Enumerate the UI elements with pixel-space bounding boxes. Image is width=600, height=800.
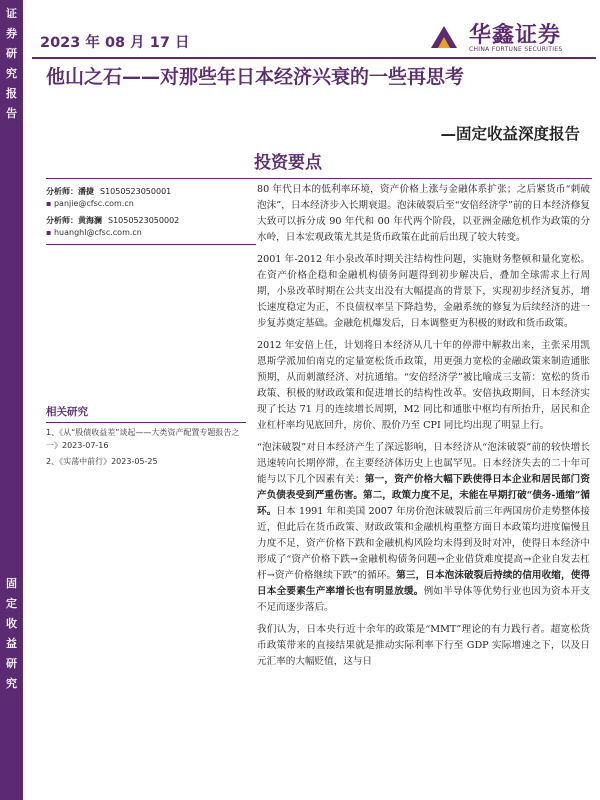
paragraph: 80 年代日本的低利率环境，资产价格上涨与金融体系扩张；之后紧货币“刺破泡沫”，日本经济步入长期衰退。泡沫破裂后至“安倍经济学”前的日本经济修复大致可以拆分成 90 年代和 00 年代两个阶段，以亚洲金融危机作为政策的分水岭，日本宏观政策尤其是货币政策在此前后出现了较大转变。 [257, 184, 590, 243]
header-divider [32, 57, 596, 59]
analyst-entry [46, 186, 236, 210]
report-date: 2023 年 08 月 17 日 [40, 35, 190, 51]
section-divider [46, 178, 592, 179]
paragraph: 2012 年安倍上任，计划将日本经济从几十年的停滞中解救出来，主张采用凯恩斯学派加伯南克的定量宽松货币政策，用更强力宽松的金融政策来制造通胀预期，从而刺激经济、对抗通缩。“安倍经济学”被比喻成三支箭：宽松的货币政策、积极的财政政策和促进增长的结构性改革。安倍执政期间，日本经济实现了长达 71 月的连续增长周期，M2 同比和通胀中枢均有所抬升，居民和企业杠杆率均见底回升，房价、股价乃至 CPI 同比均出现了明显上行。 [257, 340, 590, 431]
bold-text: 第一，资产价格大幅下跌使得日本企业和居民部门资产负债表受到严重伤害。第二，政策力度不足，未能在早期打破“债务-通缩”循环。 [257, 474, 591, 517]
logo-text-cn: 华鑫证券 [469, 23, 562, 48]
related-research [46, 404, 246, 468]
paragraph: 我们认为，日本央行近十余年的政策是“MMT”理论的有力践行者。超宽松货币政策带来的直接结果就是推动实际利率下行至 GDP 实际增速之下，以及日元汇率的大幅贬值，这与日 [257, 624, 590, 667]
analyst-cert: S1050523050002 [108, 216, 180, 225]
paragraph: “泡沫破裂”对日本经济产生了深远影响，日本经济从“泡沫破裂”前的较快增长迅速转向长期停滞，在主要经济体历史上也属罕见。日本经济失去的二十年可能与以下几个因素有关：第一，资产价格大幅下跌使得日本企业和居民部门资产负债表受到严重伤害。第二，政策力度不足，未能在早期打破“债务-通缩”循环。日本 1991 年和美国 2007 年房价泡沫破裂后前三年两国房价走势整体接近，但此后在货币政策、财政政策和金融机构重整方面日本政策均进度偏慢且力度不足，资产价格下跌和金融机构风险均未得到及时对冲，使得日本经济中形成了“资产价格下跌→金融机构债务问题→企业借贷难度提高→企业自发去杠杆→资产价格继续下跌”的循环。第三，日本泡沫破裂后持续的信用收缩，使得日本全要素生产率增长也有明显放缓。例如半导体等优势行业也因为资本开支不足而逐步落后。 [257, 442, 591, 613]
paragraph: 2001 年-2012 年小泉改革时期关注结构性问题，实施财务整顿和量化宽松。在资产价格企稳和金融机构债务问题得到初步解决后，叠加全球需求上行周期，小泉改革时期在公共支出没有大幅提高的背景下，实现初步经济复苏，增长速度稳定为正，不良债权率呈下降趋势，金融系统的修复为后续经济的进一步复苏奠定基础。金融危机爆发后，日本调整更为积极的财政和货币政策。 [257, 254, 590, 329]
investment-highlights [257, 182, 590, 676]
logo-text-en: CHINA FORTUNE SECURITIES [469, 46, 563, 53]
analyst-email[interactable]: ▪ panjie@cfsc.com.cn [46, 198, 236, 210]
analyst-list [46, 186, 236, 244]
related-link[interactable]: 2、《实荡中前行》2023-05-25 [46, 457, 158, 466]
related-link[interactable]: 1、《从“股债收益差”谈起——大类资产配置专题报告之一》2023-07-16 [46, 428, 240, 450]
analyst-name: 分析师：黄海澜 [46, 216, 102, 225]
report-title: 他山之石——对那些年日本经济兴衰的一些再思考 [46, 66, 465, 88]
side-label-bottom: 固 定 收 益 研 究 [6, 577, 17, 690]
analyst-entry [46, 215, 236, 239]
report-subtitle: —固定收益深度报告 [440, 125, 580, 143]
section-heading: 投资要点 [254, 153, 322, 173]
side-strip [0, 0, 23, 800]
analyst-name: 分析师：潘捷 [46, 187, 94, 196]
analyst-divider [46, 244, 256, 245]
company-logo [429, 14, 589, 54]
side-label-top: 证 券 研 究 报 告 [6, 7, 17, 120]
analyst-email[interactable]: ▪ huanghl@cfsc.com.cn [46, 227, 236, 239]
related-heading: 相关研究 [46, 404, 246, 423]
fortune-logo-icon [429, 24, 459, 50]
bold-text: 第三，日本泡沫破裂后持续的信用收缩，使得日本全要素生产率增长也有明显放缓。 [257, 570, 590, 597]
analyst-cert: S1050523050001 [100, 187, 172, 196]
